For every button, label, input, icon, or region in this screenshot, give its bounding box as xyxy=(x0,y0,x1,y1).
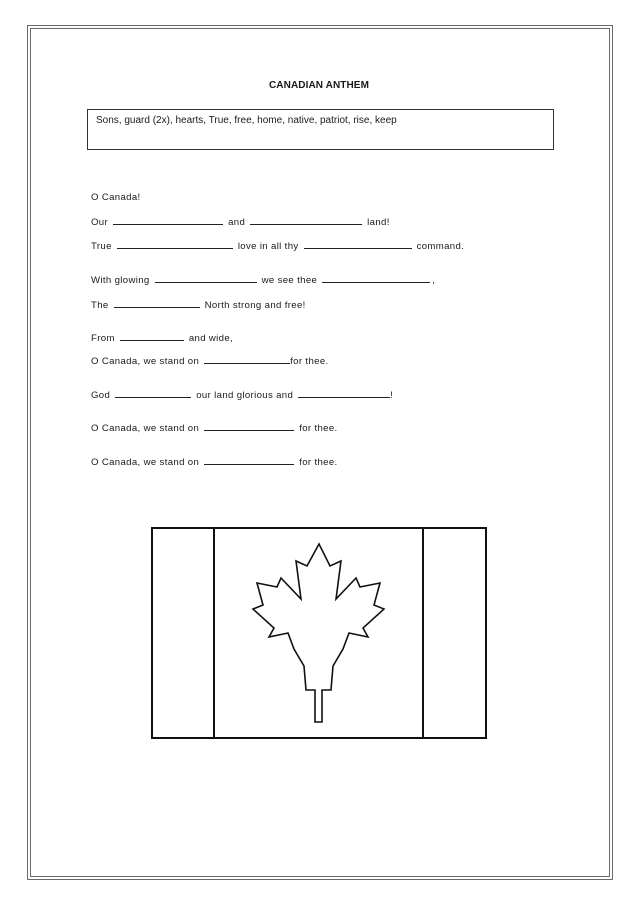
lyric-text: love in all thy xyxy=(237,241,299,252)
answer-blank[interactable] xyxy=(322,274,430,283)
lyric-line-8 xyxy=(91,389,393,401)
lyric-line-2 xyxy=(91,216,390,228)
lyric-text: God xyxy=(91,390,111,401)
lyric-text: Our xyxy=(91,217,109,228)
answer-blank[interactable] xyxy=(117,240,233,249)
lyric-text: O Canada! xyxy=(91,192,141,203)
lyric-text: ! xyxy=(390,390,394,401)
answer-blank[interactable] xyxy=(113,216,223,225)
answer-blank[interactable] xyxy=(250,216,362,225)
lyric-line-6 xyxy=(91,332,233,344)
page-border-inner xyxy=(30,28,610,877)
answer-blank[interactable] xyxy=(298,389,390,398)
lyric-line-10 xyxy=(91,456,338,468)
lyric-text: we see thee xyxy=(261,275,318,286)
lyric-text: O Canada, we stand on xyxy=(91,356,200,367)
lyric-text: and wide, xyxy=(188,333,234,344)
lyric-text: True xyxy=(91,241,112,252)
lyric-text: North strong and free! xyxy=(204,300,306,311)
lyric-text: command. xyxy=(416,241,465,252)
lyric-text: , xyxy=(432,275,436,286)
lyric-text: for thee. xyxy=(290,356,329,367)
worksheet-title: CANADIAN ANTHEM xyxy=(268,80,369,91)
lyric-text: for thee. xyxy=(299,457,338,468)
answer-blank[interactable] xyxy=(114,299,200,308)
lyric-line-4 xyxy=(91,274,435,286)
word-bank-box xyxy=(87,109,554,150)
lyric-line-5 xyxy=(91,299,306,311)
answer-blank[interactable] xyxy=(115,389,191,398)
lyric-text: for thee. xyxy=(299,423,338,434)
lyric-text: O Canada, we stand on xyxy=(91,457,200,468)
lyric-text: The xyxy=(91,300,109,311)
lyric-text: and xyxy=(228,217,246,228)
answer-blank[interactable] xyxy=(120,332,184,341)
answer-blank[interactable] xyxy=(204,355,290,364)
lyric-line-7 xyxy=(91,355,329,367)
answer-blank[interactable] xyxy=(204,456,294,465)
answer-blank[interactable] xyxy=(204,422,294,431)
lyric-text: O Canada, we stand on xyxy=(91,423,200,434)
canada-flag-icon xyxy=(150,526,488,740)
lyric-text: land! xyxy=(367,217,390,228)
lyric-line-3 xyxy=(91,240,464,252)
lyric-text: our land glorious and xyxy=(196,390,294,401)
word-bank-text: Sons, guard (2x), hearts, True, free, home, native, patriot, rise, keep xyxy=(96,115,397,126)
lyric-text: With glowing xyxy=(91,275,150,286)
lyric-text: From xyxy=(91,333,115,344)
answer-blank[interactable] xyxy=(304,240,412,249)
lyric-line-9 xyxy=(91,422,338,434)
lyric-line-1 xyxy=(91,192,141,203)
answer-blank[interactable] xyxy=(155,274,257,283)
